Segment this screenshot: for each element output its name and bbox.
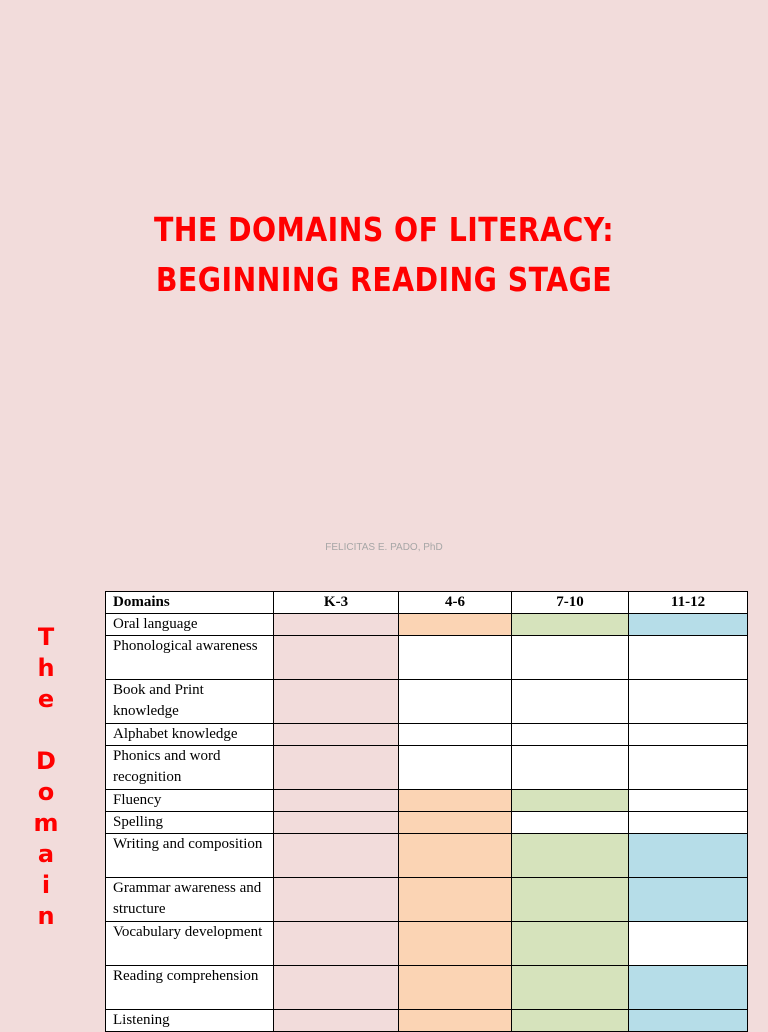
side-letter: o (37, 778, 55, 806)
header-k-3: K-3 (274, 592, 399, 614)
header-domains: Domains (106, 592, 274, 614)
grade-cell-11-12 (629, 746, 748, 790)
table-row (106, 724, 748, 746)
grade-cell-7-10 (512, 636, 629, 680)
table-body (106, 614, 748, 1032)
domain-label: Phonics and word recognition (106, 746, 274, 790)
table-row (106, 1010, 748, 1032)
grade-cell-4-6 (399, 724, 512, 746)
slide-title-line-2: BEGINNING READING STAGE (155, 260, 613, 299)
side-letter: D (36, 747, 56, 775)
vertical-side-heading (28, 622, 64, 932)
grade-cell-4-6 (399, 636, 512, 680)
table-row (106, 922, 748, 966)
side-letter: n (37, 902, 55, 930)
table-row (106, 614, 748, 636)
table-row (106, 878, 748, 922)
table-row (106, 966, 748, 1010)
side-letter: a (37, 840, 55, 868)
grade-cell-4-6 (399, 614, 512, 636)
grade-cell-11-12 (629, 790, 748, 812)
table-row (106, 834, 748, 878)
domain-label: Reading comprehension (106, 966, 274, 1010)
header-11-12: 11-12 (629, 592, 748, 614)
table-row (106, 680, 748, 724)
grade-cell-k-3 (274, 966, 399, 1010)
domain-label: Writing and composition (106, 834, 274, 878)
domain-label: Alphabet knowledge (106, 724, 274, 746)
header-7-10: 7-10 (512, 592, 629, 614)
grade-cell-7-10 (512, 614, 629, 636)
grade-cell-7-10 (512, 1010, 629, 1032)
domain-label: Book and Print knowledge (106, 680, 274, 724)
grade-cell-k-3 (274, 922, 399, 966)
slide-title-line-1: THE DOMAINS OF LITERACY: (153, 210, 615, 249)
table-row (106, 746, 748, 790)
domain-label: Listening (106, 1010, 274, 1032)
table-row (106, 790, 748, 812)
slide-title (54, 205, 714, 305)
grade-cell-11-12 (629, 878, 748, 922)
author-name: FELICITAS E. PADO, PhD (325, 542, 443, 553)
grade-cell-k-3 (274, 680, 399, 724)
grade-cell-k-3 (274, 834, 399, 878)
domain-label: Phonological awareness (106, 636, 274, 680)
grade-cell-k-3 (274, 724, 399, 746)
grade-cell-11-12 (629, 834, 748, 878)
grade-cell-k-3 (274, 746, 399, 790)
grade-cell-4-6 (399, 746, 512, 790)
grade-cell-11-12 (629, 636, 748, 680)
literacy-domains-table (105, 591, 748, 1032)
grade-cell-7-10 (512, 790, 629, 812)
grade-cell-4-6 (399, 812, 512, 834)
grade-cell-11-12 (629, 966, 748, 1010)
grade-cell-11-12 (629, 922, 748, 966)
domain-label: Fluency (106, 790, 274, 812)
grade-cell-7-10 (512, 966, 629, 1010)
grade-cell-k-3 (274, 636, 399, 680)
grade-cell-11-12 (629, 724, 748, 746)
table-row (106, 812, 748, 834)
table-row (106, 636, 748, 680)
grade-cell-4-6 (399, 966, 512, 1010)
grade-cell-4-6 (399, 922, 512, 966)
grade-cell-11-12 (629, 1010, 748, 1032)
grade-cell-11-12 (629, 680, 748, 724)
grade-cell-7-10 (512, 812, 629, 834)
grade-cell-k-3 (274, 1010, 399, 1032)
grade-cell-7-10 (512, 878, 629, 922)
grade-cell-k-3 (274, 878, 399, 922)
grade-cell-k-3 (274, 812, 399, 834)
side-letter: i (41, 871, 51, 899)
grade-cell-7-10 (512, 834, 629, 878)
grade-cell-7-10 (512, 724, 629, 746)
side-letter: h (37, 654, 55, 682)
side-letter: m (33, 809, 59, 837)
grade-cell-4-6 (399, 1010, 512, 1032)
header-4-6: 4-6 (399, 592, 512, 614)
grade-cell-11-12 (629, 614, 748, 636)
grade-cell-11-12 (629, 812, 748, 834)
domain-label: Vocabulary development (106, 922, 274, 966)
domain-label: Grammar awareness and structure (106, 878, 274, 922)
side-letter: e (37, 685, 55, 713)
grade-cell-7-10 (512, 922, 629, 966)
grade-cell-4-6 (399, 790, 512, 812)
side-letter-gap (28, 715, 64, 746)
domain-label: Oral language (106, 614, 274, 636)
table-header-row (106, 592, 748, 614)
grade-cell-7-10 (512, 746, 629, 790)
grade-cell-4-6 (399, 680, 512, 724)
domain-label: Spelling (106, 812, 274, 834)
grade-cell-7-10 (512, 680, 629, 724)
grade-cell-4-6 (399, 878, 512, 922)
grade-cell-k-3 (274, 790, 399, 812)
grade-cell-k-3 (274, 614, 399, 636)
grade-cell-4-6 (399, 834, 512, 878)
side-letter: T (37, 623, 55, 651)
